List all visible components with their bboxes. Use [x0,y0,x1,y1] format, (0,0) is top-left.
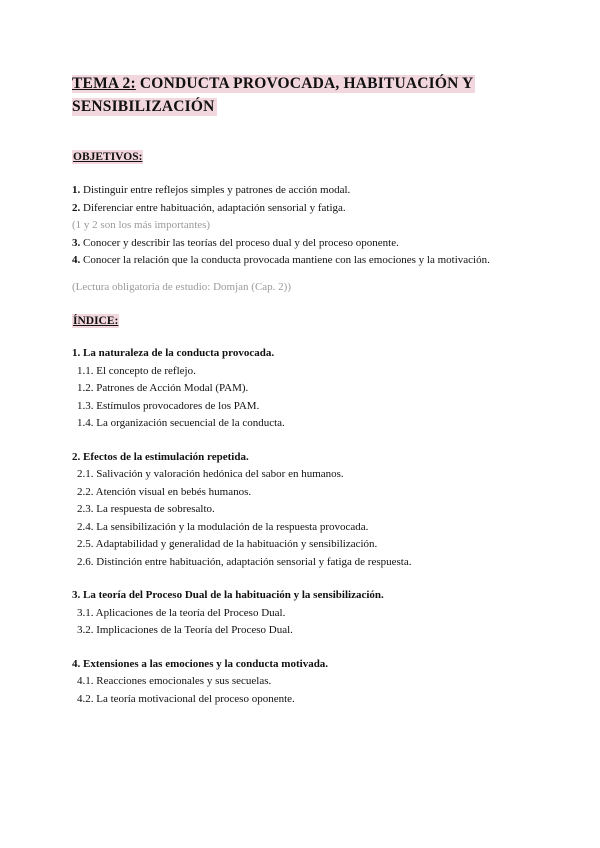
indice-item: 1.1. El concepto de reflejo. [77,364,196,377]
page-title [72,72,528,118]
indice-heading: ÍNDICE: [73,315,119,327]
objetivo-item: 3. Conocer y describir las teorías del proceso dual y del proceso oponente. [72,236,399,249]
indice-item: 2.3. La respuesta de sobresalto. [77,503,215,515]
indice-item: 4.2. La teoría motivacional del proceso oponente. [77,692,295,705]
indice-item: 2.4. La sensibilización y la modulación de la respuesta provocada. [77,520,369,533]
indice-item: 2.5. Adaptabilidad y generalidad de la habituación y sensibilización. [77,538,378,550]
indice-section-title: 4. Extensiones a las emociones y la conducta motivada. [72,657,329,670]
objetivo-item: 4. Conocer la relación que la conducta provocada mantiene con las emociones y la motivación. [72,254,490,266]
indice-item: 3.1. Aplicaciones de la teoría del Proceso Dual. [77,606,286,619]
indice-section-title: 2. Efectos de la estimulación repetida. [72,450,249,463]
objetivos-heading: OBJETIVOS: [73,151,143,163]
title-text-line1: CONDUCTA PROVOCADA, HABITUACIÓN Y [135,75,474,92]
indice-section [72,449,528,572]
indice-item: 2.6. Distinción entre habituación, adaptación sensorial y fatiga de respuesta. [77,555,412,568]
reading-note: (Lectura obligatoria de estudio: Domjan (Cap. 2)) [72,280,292,293]
objetivo-note: (1 y 2 son los más importantes) [72,219,211,231]
indice-item: 2.1. Salivación y valoración hedónica del sabor en humanos. [77,468,344,480]
title-prefix: TEMA 2: [72,75,136,92]
indice-section [72,587,528,640]
title-highlight-line2 [72,98,217,116]
indice-item: 4.1. Reacciones emocionales y sus secuelas. [77,675,272,687]
indice-item: 1.4. La organización secuencial de la conducta. [77,417,285,429]
objetivo-item: 1. Distinguir entre reflejos simples y patrones de acción modal. [72,184,351,196]
indice-item: 3.2. Implicaciones de la Teoría del Proceso Dual. [77,624,293,636]
indice-item: 1.2. Patrones de Acción Modal (PAM). [77,382,249,394]
title-highlight [72,75,475,93]
objetivos-list [72,182,528,270]
objetivo-item: 2. Diferenciar entre habituación, adaptación sensorial y fatiga. [72,201,346,214]
title-text-line2: SENSIBILIZACIÓN [72,98,215,115]
indice-section-title: 3. La teoría del Proceso Dual de la habituación y la sensibilización. [72,589,384,601]
indice-item: 2.2. Atención visual en bebés humanos. [77,485,252,498]
indice-section [72,345,528,433]
document-page [72,72,528,708]
indice-item: 1.3. Estímulos provocadores de los PAM. [77,399,260,412]
indice-section-title: 1. La naturaleza de la conducta provocada. [72,347,275,359]
indice-section [72,656,528,709]
